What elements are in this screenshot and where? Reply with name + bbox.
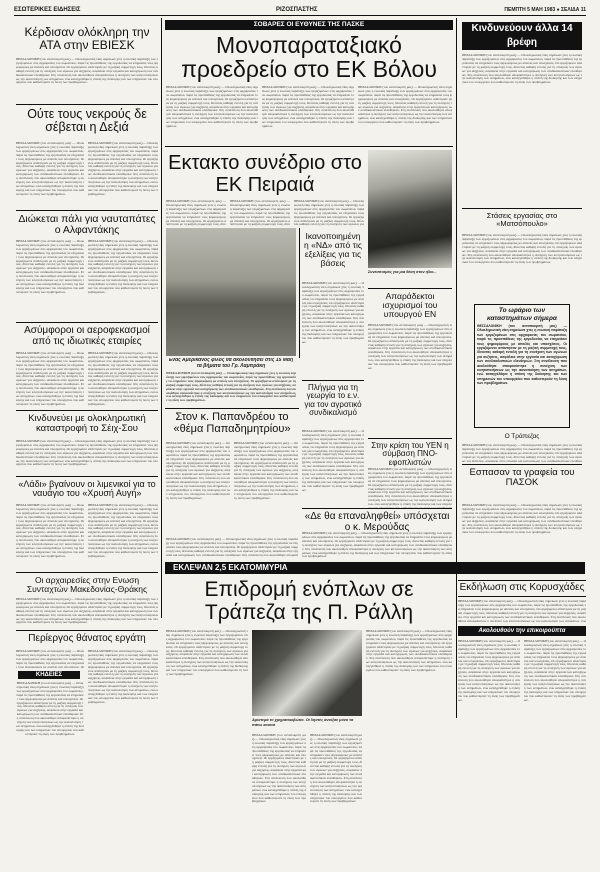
article-body: ΘΕΣΣΑΛΟΝΙΚΗ (του ανταποκριτή μας) — Ολοκληρωτική νίκη σημείωσε χτες η ενωτική παράταξη των εργαζομένων στις αρχαιρεσίες του σωματείου, παρά τις προσπάθειες της εργοδοσίας να επηρεάσει τους ψηφοφόρους με απειλές και υποσχέσεις. Οι εργαζόμενοι απάντησαν με τη μαζική συμμετοχή τους, δίνοντας καθαρή εντολή για τη συνέχιση των αγώνων για αυξήσεις, ασφάλεια στην εργασία και κατοχύρωση των συνδικαλιστικών ελευθεριών. Στη συνέλευση που ακολούθησε αποφασίστηκε η συνέχιση των κινητοποιήσεων ως την ικανοποίηση των αιτημάτων, ενώ καταγγέλθηκε η στάση της διοίκησης και των υπηρεσιών του υπουργείου που καθυστερούν τη λύση των προβλημάτων. (88, 142, 158, 196)
headline-limenikoi: «Λάδι» βγαίνουν οι λιμενικοί για το ναυάγιο του «Χρυσή Αυγή» (18, 479, 156, 499)
article-body: ΘΕΣΣΑΛΟΝΙΚΗ (του ανταποκριτή μας) — Ολοκληρωτική νίκη σημείωσε χτες η ενωτική παράταξη των εργαζομένων στις αρχαιρεσίες του σωματείου, παρά τις προσπάθειες της εργοδοσίας να επηρεάσει τους ψηφοφόρους με απειλές και υποσχέσεις. Οι εργαζόμενοι απάντησαν με τη μαζική συμμετοχή τους, δίνοντας καθαρή εντολή για τη συνέχιση των αγώνων για αυξήσεις, ασφάλεια στην εργασία και κατοχύρωση των συνδικαλιστικών ελευθεριών. Στη συνέλευση που ακολούθησε αποφασίστηκε η συνέχιση των κινητοποιήσεων ως την ικανοποίηση των αιτημάτων, ενώ καταγγέλθηκε η στάση της διοίκησης και των υπηρεσιών του υπουργείου που καθυστερούν τη λύση των προβλημάτων. (302, 430, 364, 492)
photo-bank-safe (252, 630, 362, 716)
article-body: ΘΕΣΣΑΛΟΝΙΚΗ (του ανταποκριτή μας) — Ολοκληρωτική νίκη σημείωσε χτες η ενωτική παράταξη των εργαζομένων στις αρχαιρεσίες του σωματείου, παρά τις προσπάθειες της εργοδοσίας να επηρεάσει τους ψηφοφόρους με απειλές και υποσχέσεις. Οι εργαζόμενοι απάντησαν με τη μαζική συμμετοχή τους, δίνοντας καθαρή εντολή για τη συνέχιση των αγώνων για αυξήσεις, ασφάλεια στην εργασία και κατοχύρωση των συνδικαλιστικών ελευθεριών. Στη συνέλευση που ακολούθησε αποφασίστηκε η συνέχιση των κινητοποιήσεων ως την ικανοποίηση των αιτημάτων, ενώ καταγγέλθηκε η στάση της διοίκησης και των υπηρεσιών του υπουργείου που καθυστερούν τη λύση των προβλημάτων. (166, 442, 230, 500)
headline-merouda: «Δε θα επαναληφθεί» υπόσχεται ο κ. Μερούδας (304, 511, 450, 533)
headline-trapeza-ralli: Επιδρομή ενόπλων σε Τράπεζα της Π. Ράλλη (204, 578, 414, 624)
headline-ek-peiraia: Εκτακτο συνέδριο στο ΕΚ Πειραιά (168, 152, 362, 196)
photo-caption-safe: Αριστερά το χρηματοκιβώτιο. Οι ληστές άνοιξαν μόνο τα πάνω κουτιά (252, 718, 354, 727)
article-body: ΘΕΣΣΑΛΟΝΙΚΗ (του ανταποκριτή μας) — Ολοκληρωτική νίκη σημείωσε χτες η ενωτική παράταξη των εργαζομένων στις αρχαιρεσίες του σωματείου, παρά τις προσπάθειες της εργοδοσίας να επηρεάσει τους ψηφοφόρους με απειλές και υποσχέσεις. Οι εργαζόμενοι απάντησαν με τη μαζική συμμετοχή τους, δίνοντας καθαρή εντολή για τη συνέχιση των αγώνων για αυξήσεις, ασφάλεια στην εργασία και κατοχύρωση των συνδικαλιστικών ελευθεριών. Στη συνέλευση που ακολούθησε αποφασίστηκε η συνέχιση των κινητοποιήσεων ως την ικανοποίηση των αιτημάτων, ενώ καταγγέλθηκε η στάση της διοίκησης και των υπηρεσιών του υπουργείου που καθυστερούν τη λύση των προβλημάτων. (462, 234, 582, 265)
headline-alfantakis: Διώκεται πάλι για ναυταπάτες ο Αλφαντάκης (18, 213, 156, 237)
article-body: ΘΕΣΣΑΛΟΝΙΚΗ (του ανταποκριτή μας) — Ολοκληρωτική νίκη σημείωσε χτες η ενωτική παράταξη των εργαζομένων στις αρχαιρεσίες του σωματείου, παρά τις προσπάθειες της εργοδοσίας να επηρεάσει τους ψηφοφόρους με απειλές και υποσχέσεις. Οι εργαζόμενοι απάντησαν με τη μαζική συμμετοχή τους, δίνοντας καθαρή εντολή για τη συνέχιση των αγώνων για αυξήσεις, ασφάλεια στην εργασία και κατοχύρωση των συνδικαλιστικών ελευθεριών. Στη συνέλευση που ακολούθησε αποφασίστηκε η συνέχιση των κινητοποιήσεων ως την ικανοποίηση των αιτημάτων, ενώ καταγγέλθηκε η στάση της διοίκησης και των υπηρεσιών του υπουργείου που καθυστερούν τη λύση των προβλημάτων. (16, 504, 84, 558)
headline-ypourgos-en: Απαράδεκτοι ισχυρισμοί του υπουργού ΕΝ (382, 291, 438, 319)
article-body: ΘΕΣΣΑΛΟΝΙΚΗ (του ανταποκριτή μας) — Ολοκληρωτική νίκη σημείωσε χτες η ενωτική παράταξη των εργαζομένων στις αρχαιρεσίες του σωματείου, παρά τις προσπάθειες της εργοδοσίας να επηρεάσει τους ψηφοφόρους με απειλές και υποσχέσεις. Οι εργαζόμενοι απάντησαν με τη μαζική συμμετοχή τους, δίνο (230, 200, 290, 226)
headline-vrefi: Κινδυνεύουν άλλα 14 βρέφη (462, 22, 582, 50)
headline-matsopoulo: Στάσεις εργασίας στο «Ματσόπουλο» (486, 211, 558, 228)
headline-seix-sou: Κινδυνεύει με ολοκληρωτική καταστροφή το Σέιχ-Σου (28, 413, 146, 434)
article-body: ΘΕΣΣΑΛΟΝΙΚΗ (του ανταποκριτή μας) — Ολοκληρωτική νίκη σημείωσε χτες η ενωτική παράταξη των εργαζομένων στις αρχαιρεσίες του σωματείου, παρά τις προσπάθειες της εργοδοσίας να επηρεάσει τους ψηφοφόρους με απειλές και υποσχέσεις. Οι εργαζόμενοι απάντησαν με τη μαζική συμμετοχή τους, δίνοντας καθαρή εντολή για τη συνέχιση των αγώνων για αυξήσεις, ασφάλεια στην εργασία και κατοχύρωση των συνδικαλιστικών ελευθεριών. Στη συνέλευση που ακολούθησε αποφασίστηκε η συνέχιση των κινητοποιήσεων ως την ικανοποίηση των αιτημάτων, ενώ καταγγέλθηκε η στάση της διοίκησης και των υπηρεσιών του υπουργείου που καθυστερούν τη λύση των προβλημάτων. (16, 58, 158, 85)
headline-korysxades: Εκδήλωση στις Κορυσχάδες (458, 580, 586, 597)
article-body: ΘΕΣΣΑΛΟΝΙΚΗ (του ανταποκριτή μας) — Ολοκληρωτική νίκη σημείωσε χτες η ενωτική παράταξη των εργαζομένων στις αρχαιρεσίες του σωματείου, παρά τις προσπάθειες της εργοδοσίας να επηρεάσει τους ψηφοφόρους με απειλές και υποσχέσεις. Οι εργαζόμενοι απάντησαν με τη μαζική συμμετοχή τους, δίνοντας καθαρή εντολή για τη συνέχιση των αγώνων για αυξήσεις, ασφάλεια στην εργασία και κατοχύρωση των συνδικαλιστικών ελευθεριών. Στη συνέλευση που ακολούθησε αποφασίστηκε η συνέχιση των κινητοποιήσεων ως την ικανοποίηση των αιτημάτων, ενώ καταγγέλθηκε η στάση της διοίκησης και των υπηρεσιών του υπουργείου που καθυστερούν τη λύση των προβλημάτων. (368, 324, 452, 370)
article-body: ΘΕΣΣΑΛΟΝΙΚΗ (του ανταποκριτή μας) — Ολοκληρωτική νίκη σημείωσε χτες η ενωτική παράταξη των εργαζομένων στις αρχαιρεσίες του σωματείου, παρά τις προσπάθειες της εργοδοσίας να επηρεάσει τους ψηφοφόρους με απειλές και υποσχέσεις. Οι εργαζόμενοι απάντησαν με τη μαζική συμμετοχή τους, δίνοντας καθαρή εντολή για τη συνέχιση των αγώνων για αυξήσεις, ασφάλεια στην εργασία και κατοχύρωση των συνδικαλιστικών ελευθεριών. Στη συνέλευση που ακολούθησε αποφασίστηκε η συνέχιση των κινητοποιήσεων ως την ικανοποίηση των αιτημάτων, ενώ καταγγέλθηκε η στάση της διοίκησης και των υπηρεσ (368, 468, 452, 507)
article-body: ΘΕΣΣΑΛΟΝΙΚΗ (του ανταποκριτή μας) — Ολοκληρωτική νίκη σημείωσε χτες η ενωτική παράταξη των εργαζομένων στις αρχαιρεσίες του σωματείου, παρά τις προσπάθειες της εργοδοσίας να επηρεάσει τους ψηφοφόρους με απειλές και υποσχέσεις. Οι εργαζόμενοι απάντησαν με τη μαζική συμμετοχή τους, δίνοντας καθαρή εντολή για τη συνέχιση των αγώνων για αυξήσεις, ασφάλεια στην εργασία και κατοχύρωση των συνδικαλιστικών ελευθεριών. Στη συνέλευση που ακολούθησε αποφασίστηκε η συνέχιση των κινητοποιήσεων ως την ικανοποίηση των αιτημάτων, ενώ καταγγέλθηκε η στάση της διοίκησης και των υπηρεσιών του υπουργείου που καθυστερούν τη λύση των προβλημάτων. (462, 54, 582, 85)
article-body: ΘΕΣΣΑΛΟΝΙΚΗ (του ανταποκριτή μας) — Ολοκληρωτική νίκη σημείωσε χτες η ενωτική παράταξη των εργαζομένων στις αρχαιρεσίες του σωματείου, παρά τις προσπάθειες της εργοδοσίας να επηρεάσει τους ψηφοφόρους με απειλές και υποσχέσεις. Οι εργαζόμενοι απάντησαν με τη μαζική συμμετοχή τους, δίνοντας καθαρή εντολή για τη συνέχιση των αγώνων για αυξήσεις, ασφάλεια στην εργασία και κατοχύρωση των συνδικαλιστικών ελευθεριών. Στη συνέλευση που ακολούθησε αποφασίστηκε η συνέχιση των κινητοποιήσεων ως την ικανοποίηση των αιτημάτων, ενώ καταγγέλθηκε η στάση της διοίκησης και των υπηρεσιών του υπουργείου που καθυστερούν τη λύση των προβλημάτων. (88, 352, 158, 406)
photo-lambrakis-march (166, 228, 296, 356)
article-body: ΘΕΣΣΑΛΟΝΙΚΗ (του ανταποκριτή μας) — Ολοκληρωτική νίκη σημείωσε χτες η ενωτική παράταξη των εργαζομένων στις αρχαιρεσίες του σωματείου, παρά τις προσπάθειες της εργοδοσίας να επηρεάσει τους ψηφοφόρους με απειλές και υποσχέσεις. Οι εργαζόμενοι απάντησαν με τη μαζική συμμετοχή τους, δίνο (166, 200, 226, 226)
article-body: ΘΕΣΣΑΛΟΝΙΚΗ (του ανταποκριτή μας) — Ολοκληρωτική νίκη σημείωσε χτες η ενωτική παράταξη των εργαζομένων στις αρχαιρεσίες του σωματείου, παρά τις προσπάθειες της εργοδοσίας να επηρεάσει τους ψηφοφόρους με απειλές και υποσχέσεις. Οι εργαζόμενοι απάντησαν με τη μαζική συμμετοχή τους, δίνοντας καθαρή εντολή για τη συνέχιση των αγώνων για αυξήσεις, ασφάλεια στην εργασία και κατοχύρωση των συνδικαλιστικών ελευθεριών. Στη συνέλευση που ακολούθησε αποφασίστηκε η συνέχιση των κινητοποιήσεων ως την ικανοποίηση των αιτημάτων, ενώ καταγγέλθηκε η στάση της διοίκησης και των υπηρεσιών του υπουργείου που καθυστερούν τη λύση των προβλημάτων. (262, 86, 354, 129)
newspaper-name: ΡΙΖΟΣΠΑΣΤΗΣ (276, 7, 318, 13)
photo-caption-lambrakis: Ενας Αμερικανός φίλος θα ακολουθήσει στις 15 Μάη τα βήματα του Γρ. Λαμπράκη (168, 358, 294, 369)
article-body: ΘΕΣΣΑΛΟΝΙΚΗ (του ανταποκριτή μας) — Ολοκληρωτική νίκη σημείωσε χτες η ενωτική παράταξη των εργαζομένων στις αρχαιρεσίες του σωματείου, παρά τις προσπάθειες της εργοδοσίας να επηρεάσει τους ψηφοφόρους με απειλές και υποσχέσεις. Οι εργαζόμενοι απάντησαν με τη μαζική συμμετοχή τους, δίνοντας καθαρή εντολή για τη συνέχιση των αγώνων για αυξήσεις, ασφάλεια στην εργασία και κατοχύρωση των συνδικαλιστικών ελευθεριών. Στη συνέλευση που ακολούθησε αποφασίστηκε η συνέχιση των κινητοποιήσεων ως την ικανοποίηση των αιτημάτων, ενώ καταγγέλθηκε η στάση της διοίκησης και των υπηρεσιών του υπουργείου που καθυστερούν τη λύση των προβλημάτων. (252, 734, 306, 804)
article-body: ΘΕΣΣΑΛΟΝΙΚΗ (του ανταποκριτή μας) — Ολοκληρωτική νίκη σημείωσε χτες η ενωτική παράταξη των εργαζομένων στις αρχαιρεσίες του σωματείου, παρά τις προσπάθειες της εργοδοσίας να επηρεάσει τους ψηφοφόρους με απειλές και υποσχέσεις. Οι εργαζόμενοι απάντησαν με τη μαζική συμμετοχή τους, δίνοντας καθαρή εντολή για τη συνέχιση των αγώνων για αυξήσεις, ασφάλεια στην εργασία και κατοχύρωση των συνδικαλιστικών ελευθεριών. Στη συνέλευση που ακολούθησε αποφασίστηκε η συνέχιση των κινητοποιήσεων ως την ικανοποίηση των αιτημάτων, ενώ καταγγέλθηκε η στάση της διοίκησης και των υπηρεσιών του υπουργείου που καθυστερούν τη λύση των προβλημάτων. (16, 352, 84, 406)
photo-sunbathers (368, 150, 452, 268)
article-body: ΘΕΣΣΑΛΟΝΙΚΗ (του ανταποκριτή μας) — Ολοκληρωτική νίκη σημείωσε χτες η ενωτική παράταξη των εργαζομένων στις αρχαιρεσίες του σωματείου, παρά τις προσπάθειες της εργοδοσίας να επηρεάσει τους ψηφοφόρους με απειλές και υποσχέσεις. Οι εργαζόμενοι απάντησαν με τη μαζική συμμετοχή τους, δίνοντας καθαρή εντολή για τη συνέχιση των αγώνων για αυξήσεις, ασφάλεια στην εργασία και κατοχύρωση των συνδικαλιστικών ελευθεριών. Στη συνέλευση που ακολούθησε αποφασίστηκε η συνέχιση των κινητοποιήσεων ως την ικανοποίηση των αιτημάτων, ενώ (458, 600, 586, 622)
article-body: ΘΕΣΣΑΛΟΝΙΚΗ (του ανταποκριτή μας) — Ολοκληρωτική νίκη σημείωσε χτες η ενωτική παράταξη των εργαζομένων στις αρχαιρεσίες του σωματείου, παρά τις προσπάθειες της εργοδοσίας να επηρεάσει τους ψηφοφόρους με απειλές και υποσχέσεις. Οι εργαζόμενοι απάντησαν με τη μαζική συμμετοχή τους, δίνοντας καθαρή εντολή για τη συνέχιση των αγώνων για αυξήσεις, ασφάλεια στην εργασία και κατοχύρωση των συνδικαλιστικών ελευθεριών. Στη συνέλευση που ακολούθησε αποφασίστηκε η συνέχιση των κινητοποιήσεων ως την ικανοποίηση των αιτημάτων, ενώ καταγγέλθηκε η στάση της διοίκησης και των υπηρεσιών του υπουργείου που καθυστερούν τη λύση των προβλημάτων. (16, 440, 158, 467)
kideies-label: ΚΗΔΕΙΕΣ (18, 671, 80, 679)
headline-geworgia: Πλήγμα για τη γεωργία το ε.ν. για τον αγροτικό συνδικαλισμό (304, 383, 362, 418)
article-body: ΘΕΣΣΑΛΟΝΙΚΗ (του ανταποκριτή μας) — Ολοκληρωτική νίκη σημείωσε χτες η ενωτική παράταξη των εργαζομένων στις αρχαιρεσίες του σωματείου, παρά τις προσπάθειες της εργοδοσίας να επηρεάσει τους ψηφοφόρους με απειλές και υποσχέσεις. Οι εργαζόμενοι απάντησαν με τη μαζική συμμετοχή τους, δίνοντας καθαρή εντολή για τη συνέχιση των αγώνων για αυξήσεις, ασφάλεια στην εργασία και κατοχύρωση των συνδικαλιστικών ελευθερι (462, 444, 582, 462)
headline-papadimitriou: Στον κ. Παπανδρέου το «θέμα Παπαδημητρίου» (173, 411, 291, 435)
shop-hours-body: ΘΕΣΣΑΛΟΝΙΚΗ (του ανταποκριτή μας) — Ολοκληρωτική νίκη σημείωσε χτες η ενωτική παράταξη των εργαζομένων στις αρχαιρεσίες του σωματείου, παρά τις προσπάθειες της εργοδοσίας να επηρεάσει τους ψηφοφόρους με απειλές και υποσχέσεις. Οι εργαζόμενοι απάντησαν με τη μαζική συμμετοχή τους, δίνοντας καθαρή εντολή για τη συνέχιση των αγώνων για αυξήσεις, ασφάλεια στην εργασία και κατοχύρωση των συνδικαλιστικών ελευθεριών. Στη συνέλευση που ακολούθησε αποφασίστηκε η συνέχιση των κινητοποιήσεων ως την ικανοποίηση των αιτημάτων, ενώ καταγγέλθηκε η στάση της διοίκησης και των υπηρεσιών του υπουργείου που καθυστερούν τη λύση των προβλημάτων. (477, 324, 567, 386)
issue-date: ΠΕΜΠΤΗ 5 ΜΑΗ 1983 ● ΣΕΛΙΔΑ 11 (504, 7, 586, 13)
headline-yen-pno: Στην κρίση του ΥΕΝ η σύμβαση ΠΝΟ-εφοπλιστών (371, 441, 449, 467)
article-body: ΘΕΣΣΑΛΟΝΙΚΗ (του ανταποκριτή μας) — Ολοκληρωτική νίκη σημείωσε χτες η ενωτική παράταξη των εργαζομένων στις αρχαιρεσίες του σωματείου, παρά τις προσπάθειες της εργοδοσίας να επηρεάσει τους ψηφοφόρους με απειλές και υποσχέσεις. Οι εργαζόμενοι απάντησαν με τη μαζική συμμετοχή τους, δίνοντας καθαρή εντολή για τη συνέχιση των αγώνων για αυξήσεις, ασφάλεια στην εργασία και κατοχύρωση των συνδικαλιστικών ελευθεριών. Στη συνέλευση που ακολούθησε αποφασίστηκε η συνέχιση των κινητοποιήσεων ως την ικανοποίηση των αιτημάτων, ενώ καταγγέλθηκε η στάση της διοίκησης και των υπηρεσιών του υπουργείου που καθυστερούν τη λύση των προβλημάτων. (302, 282, 364, 344)
kicker-paske: ΣΟΒΑΡΕΣ ΟΙ ΕΥΘΥΝΕΣ ΤΗΣ ΠΑΣΚΕ (165, 20, 453, 30)
article-body: ΘΕΣΣΑΛΟΝΙΚΗ (του ανταποκριτή μας) — Ολοκληρωτική νίκη σημείωσε χτες η ενωτική παράταξη των εργαζομένων στις αρχαιρεσίες του σωματείου, παρά τις προσπάθειες της εργοδοσίας να επηρεάσει τους ψηφοφόρους με απειλές και υποσχέσεις. Οι εργαζόμενοι απάντησαν με τη μαζική συμμετοχή τους, δίνοντας καθαρή εντολή για τη συνέχιση των αγώνων για αυξήσεις, ασφάλεια στην εργασία και κατοχύρωση των συνδικαλιστικών ελευθεριών. Στη συνέλευση που ακολούθησε αποφασίστηκε η συνέχιση των κινητοποιήσεων ως την ικανοποίηση των αιτημάτων, ενώ καταγγέλθηκε η στάση της διοίκησης και των υπηρεσιών του υπουργείου που καθυστερούν τη λύση των προβλημάτων. (16, 142, 84, 196)
headline-ata-evieisk: Κέρδισαν ολόκληρη την ΑΤΑ στην ΕΒΙΕΣΚ (24, 25, 150, 52)
article-body: ΘΕΣΣΑΛΟΝΙΚΗ (του ανταποκριτή μας) — Ολοκληρωτική νίκη σημείωσε χτες η ενωτική παράταξη των εργαζομένων στις αρχαιρεσίες του σωματείου, παρά τις προσπάθειες της εργοδοσίας να επηρεάσει τους ψηφοφόρους με απειλές και υποσχέσεις. Οι εργαζόμενοι απάντησαν με τη μαζική συμμετοχή τους, δίνοντας καθαρή εντολή για τη συνέχιση των αγώνων για αυξήσεις, ασφάλεια στην εργασία και κατοχύρωση των συνδικαλιστικών ελευθεριών. Στη συνέλευση που ακολούθησε αποφασίστηκε η συνέχιση των κινητοποιήσεων ως την ικανοποίηση των αιτημάτων, ενώ καταγγέλθηκε η στάση της διοίκησης και των υπηρεσιών του υπουργείου που καθυστερούν τη λύση των προβλημάτων. (16, 598, 158, 625)
article-body: ΘΕΣΣΑΛΟΝΙΚΗ (του ανταποκριτή μας) — Ολοκληρωτική νίκη σημείωσε χτες η ενωτική παράταξη των εργαζομένων στις αρχαιρεσίες του σωματείου, παρά τις προσπάθειες της εργοδοσίας να επηρεάσει τους ψηφοφόρους με απειλές και υποσχέσεις. Οι εργαζόμενοι απάντησαν με τη μαζική συμμετοχή τους, δίνοντας καθαρή εντολή για τη συνέχιση των αγώνων για αυξήσεις, ασφάλεια στην εργασία και κατοχύρωση των συνδικαλιστικών ελευθεριών. Στη συνέλευση που ακολούθησε αποφασίστηκε η συνέχιση των κινητοποιήσεων ως την ικανοποίηση των αιτημάτων, ενώ καταγγέλθηκε η στάση της διοίκησης και των υπηρεσιών του υπουργείου που καθυστερούν τη λύση των προβλημάτων. (234, 442, 298, 500)
article-body: ΘΕΣΣΑΛΟΝΙΚΗ (του ανταποκριτή μας) — Ολοκληρωτική νίκη σημείωσε χτες η ενωτική παράταξη των εργαζομένων στις αρχαιρεσίες του σωματείου, παρά τις προσπάθειες της εργοδοσίας να επηρεάσει τους ψηφοφόρους με απειλές και υποσχέσεις. Οι εργαζόμενοι απάντησαν με τη μαζική συμμετοχή τους, δίνοντας καθαρή εντολή για τη συνέχιση των αγώνων για αυξήσεις, ασφάλεια στην εργασία και κατοχύρωση των συνδικαλιστικών ελευθεριών. Στη συνέλευση που ακολούθησε αποφασίστηκε η συνέχιση των κινητοποιήσεων ως την ικανοποίηση των αιτημάτων, ενώ καταγγέλθηκε η στάση της διοίκησης και των υπηρεσιών του υπουργείου που καθυστερούν τη λύση των προβλημάτων. (88, 504, 158, 558)
article-body: ΘΕΣΣΑΛΟΝΙΚΗ (του ανταποκριτή μας) — Ολοκληρωτική νίκη σημείωσε χτες η ενωτική παράταξη των εργαζομένων στις αρχαιρεσίες του σωματείου, παρά τις προσπάθειες της εργοδοσίας να επηρεάσει τους ψηφοφόρους με απειλές και υποσχέσεις. Οι εργαζόμενοι απάντησαν με τη μαζική συμμετοχή τους, δίνοντας καθαρή εντολή για τη συνέχιση των αγώνων για αυξήσεις, ασφάλεια στην εργασία και κατοχύρωση των συνδικαλιστικών ελευθεριών. Στη συνέλευση που ακολούθησε αποφασίστηκε η συνέχιση των κινητοποιήσεων ως την ικανοποίηση των αιτημάτων, ενώ καταγγέλθηκε η στάση της διοίκησης και των υπηρεσιών του υπουργείου που καθυστερούν τη λύση των προβλημάτων. (166, 86, 258, 129)
headline-arxairesies: Οι αρχαιρεσίες στην Ενωση Συνταχτών Μακεδονίας-Θράκης (26, 575, 148, 594)
article-body: ΘΕΣΣΑΛΟΝΙΚΗ (του ανταποκριτή μας) — Ολοκληρωτική νίκη σημείωσε χτες η ενωτική παράταξη των εργαζομένων στις αρχαιρεσίες του σωματείου, παρά τις προσπάθειες της εργοδοσίας να επηρεάσει τους ψηφοφόρους με απειλές και υποσχέσεις. Οι εργαζόμενοι απάντησαν με τη μαζική συμμετοχή τους, δίνοντας καθαρή εντολή για τη συνέχιση των αγώνων για αυξήσεις, ασφάλεια στην εργασία και κατοχύρωση των συνδικαλιστικών ελευθεριών. Στη συνέλευση που ακολούθησε αποφασίστηκε η συνέχιση των κινητοποιήσεων ως την ικανοποίηση των αιτημάτων, ενώ καταγγέλθηκε η στάση της διοίκησης και των υπηρεσιών του υπουργείου που καθυστερούν τη λύση των προβλημάτων. (302, 532, 452, 558)
article-body: ΘΕΣΣΑΛΟΝΙΚΗ (του ανταποκριτή μας) — Ολοκληρωτική νίκη σημείωσε χτες η ενωτική παράταξη των εργαζομένων στις αρχαιρεσίες του σωματείου, παρά τις προσπάθειες της εργοδοσίας να επηρεάσει τους ψηφοφόρους με απειλές και υποσχέσεις. Οι εργαζόμενοι απάντησαν με τη μαζική συμμετοχή τους, δίνοντας καθαρή εντολή για τη συνέχιση των αγώνων για αυξήσεις, ασφάλεια στην εργασία και κατοχύρωση των συνδικαλιστικών ελευθεριών. Στη συνέλευση που ακολούθησε αποφασίστηκε η συνέχιση των κινητοποιήσεων ως την ικανοποίηση των αιτημάτων, ενώ καταγγέλθηκε η στάση της διοίκησης και των υπηρεσιών του υπουργείου που καθυστερούν τη λύση των προβλημάτων. (310, 734, 362, 804)
article-body: ΘΕΣΣΑΛΟΝΙΚΗ (του ανταποκριτή μας) — Ολοκληρωτική νίκη σημείωσε χτες η ενωτική παράταξη των εργαζομένων στις αρχαιρεσίες του σωματείου, παρά τις προσπάθειες της εργοδοσίας να επηρεάσει τους ψηφοφόρους με απειλές και υποσχέσεις. Οι εργαζόμενοι απάντησαν με τη μαζική συμμετοχή τους, δίνοντας καθαρή εντολή για τη συνέχιση των αγώνων για αυξήσεις, ασφάλεια στην εργασία και κατοχύρωση των συνδικαλιστικών ελευθεριών. Στη συνέλευση που ακολούθησε αποφασίστηκε η συνέχιση των κινητοποιήσεων ως την ικανοποίηση των αιτημάτων, ενώ καταγγέλθηκε η στάση της διοίκησης και των υπηρεσιών του υπουργείου που καθυστερούν τη λύση των προβλημάτων. (524, 640, 586, 702)
article-body: ΘΕΣΣΑΛΟΝΙΚΗ (του ανταποκριτή μας) — Ολοκληρωτική νίκη σημείωσε χτες η ενωτική παράταξη των εργαζομένων στις αρχαιρεσίες του σωματείου, παρά τις προσπάθειες της εργοδοσίας να επηρεάσει τους ψηφοφόρους με απειλές και υποσχέσεις. Οι εργαζόμενοι απάντησαν με τη μαζική συμμετοχή τους, δίνοντας καθαρή εντολή για τη συνέχιση των αγώνων για αυξήσεις, ασφάλεια στην εργασία και κατοχύρωση των συνδικαλιστικών ελευθεριών. Στη συνέλευση που ακολούθησε αποφασίστηκε η συνέχιση των κινητοποιήσεων ως την ικανοποίηση των αιτημάτων, ενώ καταγγέλθηκε η στάση της διοίκησης και των υπηρεσιών του υπουργείου που καθυστερούν τη λύση των προβλημάτων. (366, 630, 452, 673)
masthead (14, 6, 586, 16)
kicker-ekatommyria: ΕΚΛΕΨΑΝ 2,5 ΕΚΑΤΟΜΜΥΡΙΑ (165, 562, 585, 574)
headline-nekroi-dexia: Ούτε τους νεκρούς δε σέβεται η Δεξιά (27, 107, 147, 135)
section-title: ΕΣΩΤΕΡΙΚΕΣ ΕΙΔΗΣΕΙΣ (14, 7, 81, 13)
article-body: ΘΕΣΣΑΛΟΝΙΚΗ (του ανταποκριτή μας) — Ολοκληρωτική νίκη σημείωσε χτες η ενωτική παράταξη των εργαζομένων στις αρχαιρεσίες του σωματείου, παρά τις προσπάθειες της εργοδοσίας να επηρεάσει τους ψηφοφόρους με απειλές και υποσχέσεις. Οι εργαζόμενοι απάντησαν με τη μαζική συμμετοχή τους, δίνοντας καθαρή εντολή για τη συνέχιση των αγώνων για αυξήσεις, ασφάλεια στην εργασία και κατοχύρωση των συνδικαλιστικών ελευθεριών. Στη συνέλευση που ακολούθησε αποφασίστηκε η συνέχιση των κινητοποιήσεων ως την ικανοποίηση των αιτημάτων, ενώ καταγγέλθηκε η στάση της διοίκησης και των υπηρεσιών του υπουργείου που καθυστερούν τη λύση των προβλημάτων. (458, 640, 520, 702)
headline-ek-volou: Μονοπαραταξιακό προεδρείο στο ΕΚ Βόλου (181, 32, 437, 82)
article-body: ΘΕΣΣΑΛΟΝΙΚΗ (του ανταποκριτή μας) — Ολοκληρωτική νίκη σημείωσε χτες η ενωτική παράταξη των εργαζομένων στις αρχαιρεσίες του σωματείου, παρά τις προσπάθειες της εργοδοσίας να επηρεάσει τους ψηφοφόρους με απειλές και υποσχέσεις. Οι εργαζόμενοι απάντησαν με τη μαζική συμμετοχή τους, δίνοντας καθαρή εντολή για τη συνέχιση των αγώνων για αυξήσεις, ασφάλεια στην εργασία και κατοχύρωση των συνδικαλιστικών ελευθεριών. Στη συνέλευση που ακολούθησε αποφασίστηκε η συνέχιση των κινητοποιήσεων ως την ικανοποίηση των αιτημάτων, ενώ καταγγέλθηκε η στάση της διοίκησης και των υπηρεσιών του υπουργείου που καθυστερούν τη λύση των προβλημάτων. (88, 650, 158, 704)
headline-nd-baseis: Ικανοποιημένη η «ΝΔ» από τις εξελίξεις για τις βάσεις (304, 231, 362, 268)
article-body: ΘΕΣΣΑΛΟΝΙΚΗ (του ανταποκριτή μας) — Ολοκληρωτική νίκη σημείωσε χτες η ενωτική παράταξη των εργαζομένων στις αρχαιρεσίες του σωματείου, παρά τις προσπάθειες της εργοδοσίας να επηρεάσει τους ψηφοφόρους με απειλές και υποσχέσεις. Οι εργαζόμενοι απάντησαν με τη μαζική συμμετοχή τους, δίνοντας καθαρή εντολή για τη συνέχιση των αγώνων για αυξήσεις, ασφάλεια στην εργασία και κατοχύρωση των συνδικαλιστικών ελευθεριών. Στη συνέλευση που ακολούθησε αποφασίστηκε η συνέχιση των κινητοποιήσεων ως την ικανοποίηση των αιτημάτων, ενώ καταγγέλθηκε η στάση της διοίκησης και των υπηρεσιών του υπουργείου που καθυστερούν τη λύση των προβλημάτων. (88, 240, 158, 294)
obituaries: ΘΕΣΣΑΛΟΝΙΚΗ (του ανταποκριτή μας) — Ολοκληρωτική νίκη σημείωσε χτες η ενωτική παράταξη των εργαζομένων στις αρχαιρεσίες του σωματείου, παρά τις προσπάθειες της εργοδοσίας να επηρεάσει τους ψηφοφόρους με απειλές και υποσχέσεις. Οι εργαζόμενοι απάντησαν με τη μαζική συμμετοχή τους, δίνοντας καθαρή εντολή για τη συνέχιση των αγώνων για αυξήσεις, ασφάλεια στην εργασία και κατοχύρωση των συνδικαλιστικών ελευθεριών. Στη συνέλευση που ακολούθησε αποφασίστηκε η συνέχιση των κινητοποιήσεων ως την ικανοποίηση των αιτημάτων, ενώ καταγγέλθηκε η στάση της διοίκησης και των υπηρεσιών του υπουργείου που καθυστερούν τη λύση των προβλημάτων. (16, 682, 84, 736)
article-body: ΘΕΣΣΑΛΟΝΙΚΗ (του ανταποκριτή μας) — Ολοκληρωτική νίκη σημείωσε χτες η ενωτική παράταξη των εργαζομένων στις αρχαιρεσίες του σωματείου, παρά τις προσπάθειες της εργοδοσίας να επηρεάσει τους ψηφοφόρους με απειλές και υποσχέσεις. Οι εργαζόμενοι απάντησαν με τη μαζική συμμετοχή τους, δίνοντας καθαρή εντολή για τη συνέχιση των αγώνων για αυξήσεις, ασφάλεια στην εργασία και κατοχύρωση των συνδικαλιστικών ελευθεριών. Στη συνέλευση που ακολούθησε αποφασίστηκε η συνέχιση των κινητοποιήσεων ως την ικανοποίηση των αιτημάτων, ενώ καταγγέλθηκε η στάση της διοίκησης και των υπηρεσιών του υπουργείου που καθυστερούν τη λύση των προβλημάτων. (462, 504, 582, 535)
section-banner-epikairotita: Ακολουθούν την επικοιρούπτα (458, 626, 586, 636)
headline-thanatos-ergati: Περίεργος θάνατος εργάτη (28, 633, 146, 644)
article-body: ΘΕΣΣΑΛΟΝΙΚΗ (του ανταποκριτή μας) — Ολοκληρωτική νίκη σημείωσε χτες η ενωτική παράταξη των εργαζομένων στις αρχαιρεσίες του σωματείου, παρά τις προσπάθειες της εργοδοσίας να επηρεάσει τους ψηφοφόρους με απειλές και υποσχέσεις. Οι εργαζόμενοι απάντησαν με τη μαζική συμμετοχή τους, δίνοντας καθαρή εντολή για τη συνέχιση των αγώνων για αυξήσεις, ασφάλεια στην εργασία και κατοχύρωση των συνδικαλιστικών ελευθεριών. Στη συνέλευση που ακολούθησε αποφασίστηκε η συνέχιση των κινητοποιήσεων ως την ικανοποίηση των αιτημάτων, ενώ καταγγέλθηκε η στάση της διοίκησης και των υπηρεσιών του υπουργείου που καθυστερούν τη λύση των προβλημάτων. (166, 372, 296, 403)
headline-aerofekasmoi: Ασύμφοροι οι αεροφεκασμοί από τις ιδιωτικές εταιρίες (24, 325, 150, 347)
article-body: ΘΕΣΣΑΛΟΝΙΚΗ (του ανταποκριτή μας) — Ολοκληρωτική νίκη σημείωσε χτες η ενωτική παράταξη των εργαζομένων στις αρχαιρεσίες του σωματείου, παρά τις προσπάθειες της εργοδοσίας να επηρεάσει τους ψηφοφόρους με απειλές και υποσχέσεις. Οι εργαζόμενοι απάντησαν με τη μαζική συμμετοχή τους, δίνοντας καθαρή εντολή για τη συνέχιση των αγώνων για αυξήσεις, ασφάλεια στην εργασία και κατοχύρωση των συνδικαλιστικών ελευθεριών. Στη συνέλευση που ακολούθησε αποφασί (166, 538, 298, 557)
article-body: ΘΕΣΣΑΛΟΝΙΚΗ (του ανταποκριτή μας) — Ολοκληρωτική νίκη σημείωσε χτες η ενωτική παράταξη των εργαζομένων στις αρχαιρεσίες του σωματείου, παρά τις προσπάθειες της εργοδοσίας να επηρεάσει τους ψηφοφόρους με απειλές και υποσχέσεις. Οι εργαζόμενοι απάντησαν με τη μαζική συμμετοχή τους, δίνοντας καθαρή εντολή για τη συνέχιση των αγώνων για αυξήσεις, ασφάλεια στην εργασία και κατοχύρωση των συνδικαλιστικών ελευθεριών. Στη συνέλευση που ακολούθησε αποφασίστηκε η συνέχιση των κινητοποιήσεων ως την ικανοποίηση των αιτημάτων, ενώ καταγγέλθηκε η στάση της διοίκησης και των υπηρεσιών του υπουργείου που καθυστερούν τη λύση των προβλημάτων. (166, 630, 248, 676)
shop-hours-table (474, 304, 570, 428)
article-body: ΘΕΣΣΑΛΟΝΙΚΗ (του ανταποκριτή μας) — Ολοκληρωτική νίκη σημείωσε χτες η ενωτική παράταξη των εργαζομένων στις αρχαιρεσίες του σωματείου, παρά τις προσπάθειες της εργοδοσίας να επηρεάσει τους ψηφοφόρους με απειλές και υποσχέσεις. Οι εργαζόμενοι απάντησαν με τη μαζική συμμετοχή τους, δίνοντας καθαρή εντολή για τη συνέχιση των αγώνων για (294, 200, 364, 226)
headline-pasok-grafeia: Εσπασαν τα γραφεία του ΠΑΣΟΚ (469, 467, 575, 488)
article-body: ΘΕΣΣΑΛΟΝΙΚΗ (του ανταποκριτή μας) — Ολοκληρωτική νίκη σημείωσε χτες η ενωτική παράταξη των εργαζομένων στις αρχαιρεσίες του σωματείου, παρά τις προσπάθειες της εργοδοσίας να επηρεάσει τους ψηφοφόρους με απειλές και υποσχέσεις. Οι (16, 650, 84, 668)
headline-trapezas: Ο Τράπεζας (504, 433, 540, 440)
article-body: ΘΕΣΣΑΛΟΝΙΚΗ (του ανταποκριτή μας) — Ολοκληρωτική νίκη σημείωσε χτες η ενωτική παράταξη των εργαζομένων στις αρχαιρεσίες του σωματείου, παρά τις προσπάθειες της εργοδοσίας να επηρεάσει τους ψηφοφόρους με απειλές και υποσχέσεις. Οι εργαζόμενοι απάντησαν με τη μαζική συμμετοχή τους, δίνοντας καθαρή εντολή για τη συνέχιση των αγώνων για αυξήσεις, ασφάλεια στην εργασία και κατοχύρωση των συνδικαλιστικών ελευθεριών. Στη συνέλευση που ακολούθησε αποφασίστηκε η συνέχιση των κινητοποιήσεων ως την ικανοποίηση των αιτημάτων, ενώ καταγγέλθηκε η στάση της διοίκησης και των υπηρεσιών του υπουργείου που καθυστερούν τη λύση των προβλημάτων. (16, 240, 84, 294)
shop-hours-title: Το ωράριο των καταστημάτων σήμερα (487, 307, 557, 322)
article-body: ΘΕΣΣΑΛΟΝΙΚΗ (του ανταποκριτή μας) — Ολοκληρωτική νίκη σημείωσε χτες η ενωτική παράταξη των εργαζομένων στις αρχαιρεσίες του σωματείου, παρά τις προσπάθειες της εργοδοσίας να επηρεάσει τους ψηφοφόρους με απειλές και υποσχέσεις. Οι εργαζόμενοι απάντησαν με τη μαζική συμμετοχή τους, δίνοντας καθαρή εντολή για τη συνέχιση των αγώνων για αυξήσεις, ασφάλεια στην εργασία και κατοχύρωση των συνδικαλιστικών ελευθεριών. Στη συνέλευση που ακολούθησε αποφασίστηκε η συνέχιση των κινητοποιήσεων ως την ικανοποίηση των αιτημάτων, ενώ καταγγέλθηκε η στάση της διοίκησης και των υπηρεσιών του υπουργείου που καθυστερούν τη λύση των προβλημάτων. (358, 86, 452, 125)
photo-caption-sunbathers: Συνεσπισμός για μια θέση στον ήλιο... (368, 270, 437, 274)
